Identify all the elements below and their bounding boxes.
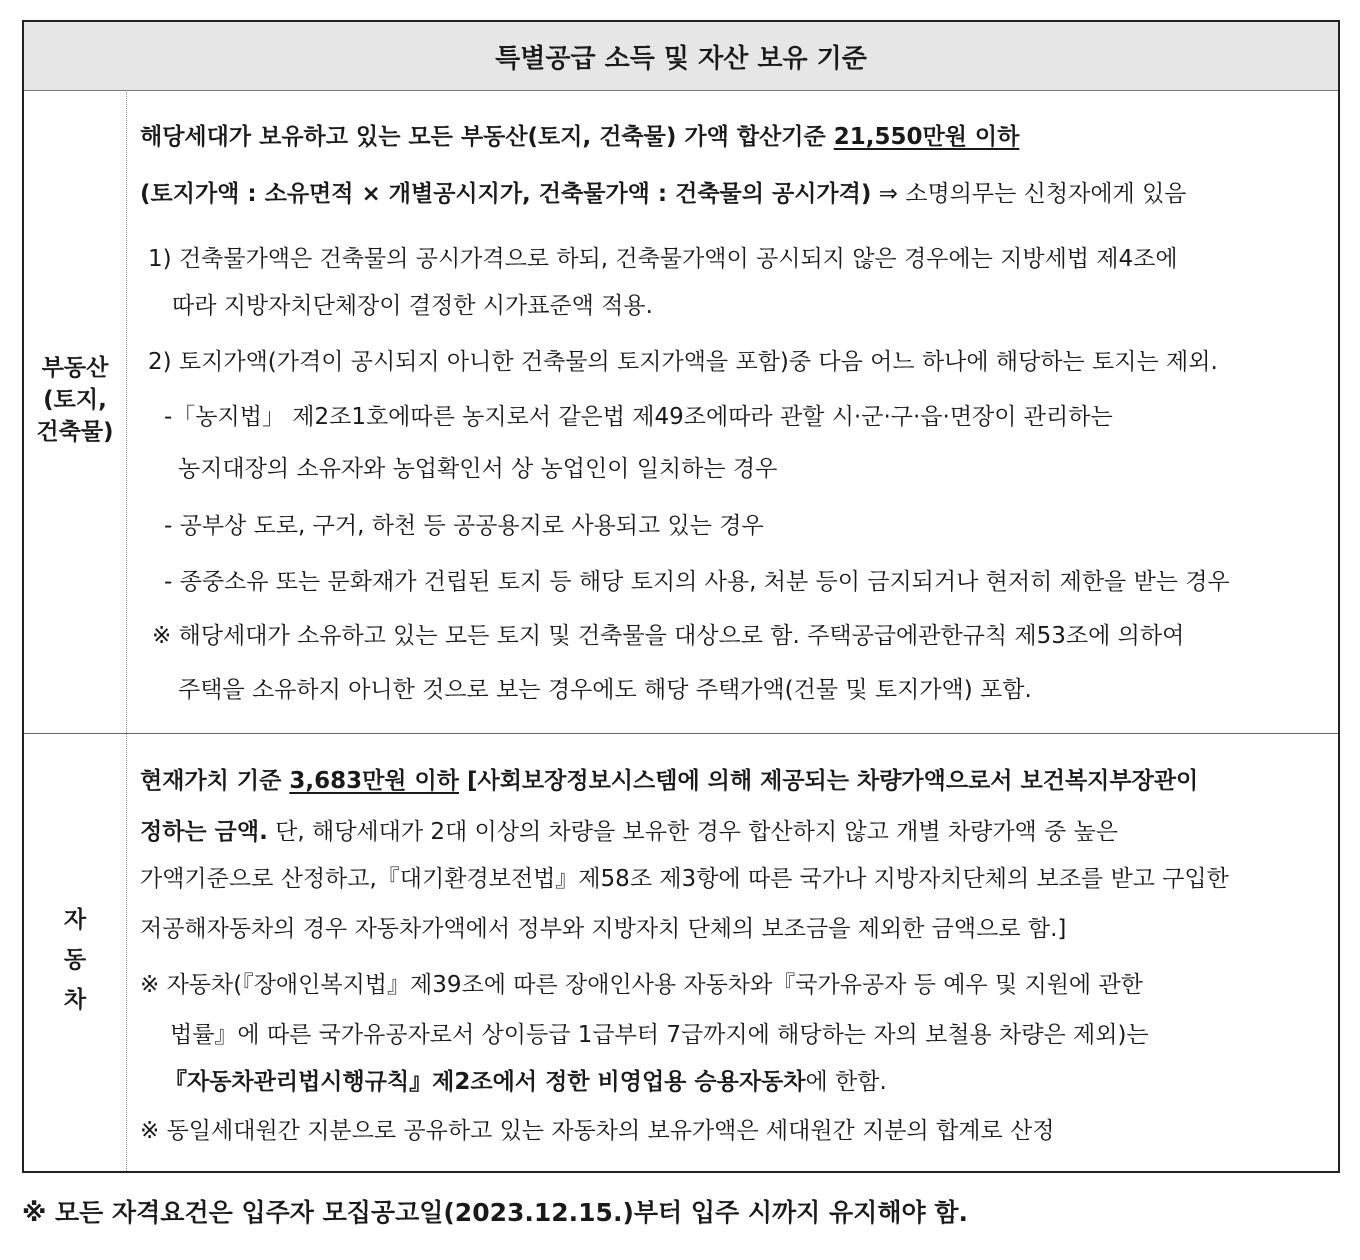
car-line-4: 저공해자동차의 경우 자동차가액에서 정부와 지방자치 단체의 보조금을 제외한 금액으로 함.]: [140, 916, 1067, 942]
label-line: 건축물): [36, 419, 114, 445]
car-note-2: ※ 동일세대원간 지분으로 공유하고 있는 자동차의 보유가액은 세대원간 지분의 합계로 산정: [140, 1118, 1055, 1144]
car-line-2: 정하는 금액. 단, 해당세대가 2대 이상의 차량을 보유한 경우 합산하지 않고 개별 차량가액 중 높은: [140, 819, 1119, 845]
car-note-1-cont2: 『자동차관리법시행규칙』제2조에서 정한 비영업용 승용자동차에 한함.: [164, 1069, 887, 1095]
realestate-sub-2: - 공부상 도로, 구거, 하천 등 공공용지로 사용되고 있는 경우: [164, 513, 764, 539]
realestate-formula: (토지가액 : 소유면적 × 개별공시지가, 건축물가액 : 건축물의 공시가격) ⇒ 소명의무는 신청자에게 있음: [140, 181, 1187, 207]
realestate-criterion: 해당세대가 보유하고 있는 모든 부동산(토지, 건축물) 가액 합산기준 21,550만원 이하: [140, 124, 1020, 150]
column-divider: [126, 90, 127, 1171]
realestate-item-2: 2) 토지가액(가격이 공시되지 아니한 건축물의 토지가액을 포함)중 다음 어느 하나에 해당하는 토지는 제외.: [148, 349, 1218, 375]
label-line: 부동산: [41, 355, 109, 381]
car-label: [24, 900, 126, 1020]
realestate-sub-1: -「농지법」 제2조1호에따른 농지로서 같은법 제49조에따라 관할 시·군·구·읍·면장이 관리하는: [164, 404, 1113, 430]
car-line-3: 가액기준으로 산정하고,『대기환경보전법』제58조 제3항에 따른 국가나 지방자치단체의 보조를 받고 구입한: [140, 866, 1229, 892]
realestate-sub-3: - 종중소유 또는 문화재가 건립된 토지 등 해당 토지의 사용, 처분 등이 금지되거나 현저히 제한을 받는 경우: [164, 569, 1230, 595]
realestate-item-1-cont: 따라 지방자치단체장이 결정한 시가표준액 적용.: [172, 293, 653, 319]
eligibility-table: [22, 20, 1340, 1173]
label-line: 동: [63, 947, 87, 973]
label-line: 자: [63, 907, 87, 933]
table-title: 특별공급 소득 및 자산 보유 기준: [24, 22, 1338, 91]
car-limit: 3,683만원 이하: [289, 768, 459, 794]
realestate-sub-1-cont: 농지대장의 소유자와 농업확인서 상 농업인이 일치하는 경우: [178, 456, 778, 482]
realestate-item-1: 1) 건축물가액은 건축물의 공시가격으로 하되, 건축물가액이 공시되지 않은 경우에는 지방세법 제4조에: [148, 246, 1178, 272]
realestate-limit: 21,550만원 이하: [833, 124, 1020, 150]
realestate-note-cont: 주택을 소유하지 아니한 것으로 보는 경우에도 해당 주택가액(건물 및 토지가액) 포함.: [178, 677, 1032, 703]
car-note-1-cont: 법률』에 따른 국가유공자로서 상이등급 1급부터 7급까지에 해당하는 자의 보철용 차량은 제외)는: [170, 1022, 1149, 1048]
realestate-note: ※ 해당세대가 소유하고 있는 모든 토지 및 건축물을 대상으로 함. 주택공급에관한규칙 제53조에 의하여: [152, 623, 1185, 649]
label-line: 차: [63, 987, 87, 1013]
label-line: (토지,: [43, 387, 107, 413]
car-criterion: 현재가치 기준 3,683만원 이하 [사회보장정보시스템에 의해 제공되는 차량가액으로서 보건복지부장관이: [140, 768, 1199, 794]
car-note-1: ※ 자동차(『장애인복지법』제39조에 따른 장애인사용 자동차와『국가유공자 등 예우 및 지원에 관한: [140, 972, 1143, 998]
realestate-label: [24, 352, 126, 448]
footer-note: ※ 모든 자격요건은 입주자 모집공고일(2023.12.15.)부터 입주 시까지 유지해야 함.: [22, 1198, 968, 1227]
row-divider: [24, 733, 1338, 734]
